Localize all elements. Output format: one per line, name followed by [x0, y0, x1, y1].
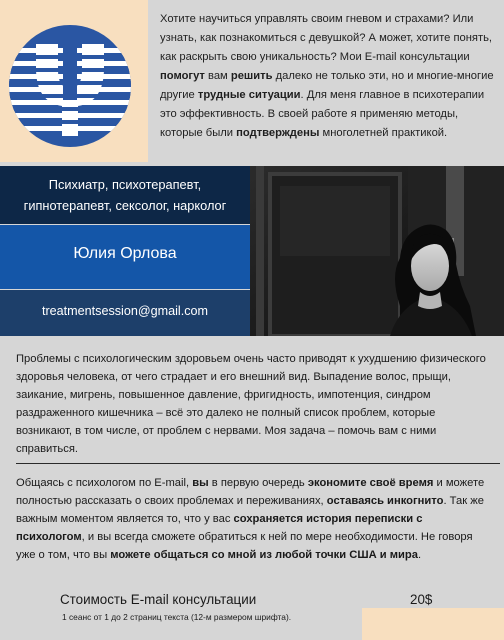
price-label: Стоимость E-mail консультации: [60, 592, 257, 607]
section-divider: [16, 463, 500, 464]
specialist-title-line2: гипнотерапевт, сексолог, нарколог: [23, 198, 227, 213]
specialist-title-line1: Психиатр, психотерапевт,: [48, 177, 202, 192]
price-accent: [362, 608, 504, 640]
specialist-title: [0, 174, 250, 216]
problems-text: Проблемы с психологическим здоровьем очень часто приводят к ухудшению физического здоровья человека, от чего страдает и его внешний вид. Выпадение волос, прыщи, заикание, мигрень, повышенное давление, фригидность, импотенция, синдром раздраженного кишечника – всё это далеко не полный список проблем, которые возникают, в том числе, от проблем с нервами. Моя задача – помочь вам с ними справиться.: [16, 353, 486, 455]
benefits-text: Общаясь с психологом по E-mail, вы в первую очередь экономите своё время и можете полностью рассказать о своих проблемах и переживаниях, оставаясь инкогнито. Так же важным моментом является то, что у вас сохраняется история переписки с психологом, и вы всегда сможете обратиться к ней по мере необходимости. Не говоря уже о том, что вы можете общаться со мной из любой точки США и мира.: [16, 477, 485, 561]
portrait-photo: [250, 166, 504, 336]
price-note: 1 сеанс от 1 до 2 страниц текста (12-м размером шрифта).: [62, 612, 292, 622]
specialist-name: Юлия Орлова: [73, 245, 177, 262]
psi-logo-icon: [8, 24, 132, 148]
intro-text: Хотите научиться управлять своим гневом и страхами? Или узнать, как познакомиться с девушкой? А может, хотите понять, как раскрыть свою уникальность? Мои E-mail консультации помогут вам решить далеко не только эти, но и многие-многие другие трудные ситуации. Для меня главное в психотерапии это эффективность. В своей работе я применяю методы, которые были подтверждены многолетней практикой.: [160, 13, 494, 139]
price-value: 20$: [410, 592, 433, 607]
contact-email-link[interactable]: treatmentsession@gmail.com: [41, 304, 209, 318]
